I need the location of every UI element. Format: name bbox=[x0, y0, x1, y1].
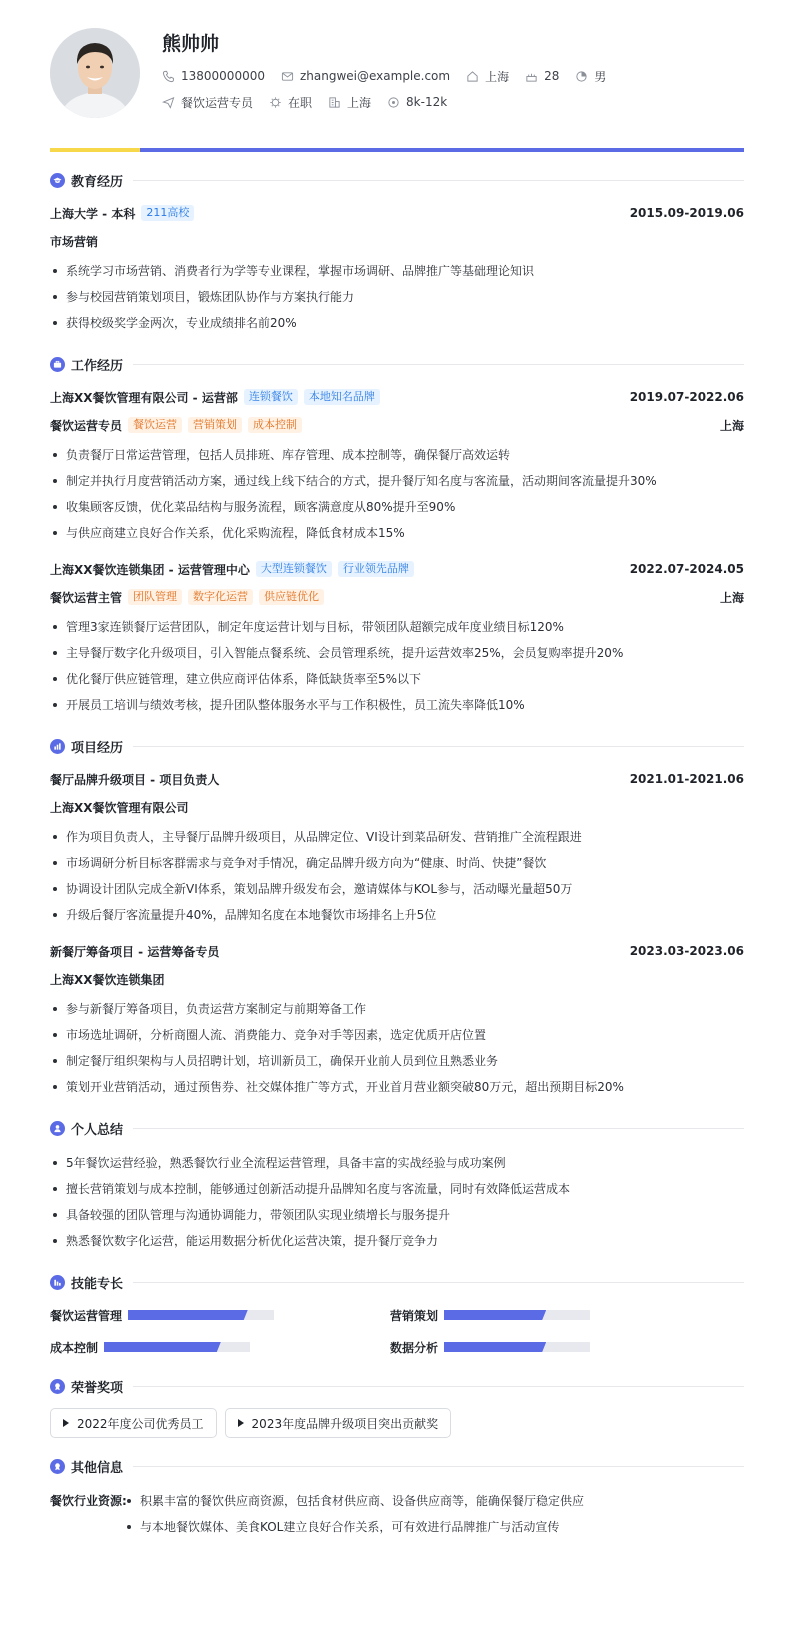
project-entry-head bbox=[50, 940, 744, 962]
section-divider bbox=[133, 1386, 744, 1387]
building-icon bbox=[328, 96, 341, 109]
education-entry-head bbox=[50, 202, 744, 224]
list-item: 5年餐饮运营经验，熟悉餐饮行业全流程运营管理，具备丰富的实战经验与成功案例 bbox=[50, 1150, 744, 1176]
header-info bbox=[162, 28, 622, 112]
project-org-row bbox=[50, 796, 744, 818]
skill-name: 营销策划 bbox=[390, 1308, 439, 1323]
project-org-row bbox=[50, 968, 744, 990]
project-org: 上海XX餐饮管理有限公司 bbox=[50, 800, 189, 815]
list-item: 作为项目负责人，主导餐厅品牌升级项目，从品牌定位、VI设计到菜品研发、营销推广全流程跟进 bbox=[50, 824, 744, 850]
role-name: 餐饮运营主管 bbox=[50, 590, 123, 605]
skill-bar-fill bbox=[128, 1310, 248, 1320]
list-item: 市场调研分析目标客群需求与竞争对手情况，确定品牌升级方向为“健康、时尚、快捷”餐饮 bbox=[50, 850, 744, 876]
skill-bar bbox=[104, 1342, 250, 1352]
skill-tag: 成本控制 bbox=[248, 417, 302, 433]
user-icon bbox=[50, 1121, 65, 1136]
skill-bar bbox=[128, 1310, 274, 1320]
skill-bar bbox=[444, 1342, 590, 1352]
work-entry-head bbox=[50, 386, 744, 408]
list-item: 与供应商建立良好合作关系，优化采购流程，降低食材成本15% bbox=[50, 520, 744, 546]
honor-item bbox=[225, 1408, 452, 1438]
skill-name: 餐饮运营管理 bbox=[50, 1308, 123, 1323]
skill-tag: 供应链优化 bbox=[259, 589, 324, 605]
project-bullets bbox=[50, 996, 744, 1100]
section-other bbox=[50, 1456, 744, 1476]
job-item bbox=[162, 94, 253, 111]
skill-item bbox=[390, 1304, 730, 1326]
skill-bar-fill bbox=[444, 1342, 546, 1352]
section-education bbox=[50, 170, 744, 190]
resume-header bbox=[50, 28, 744, 148]
phone-item bbox=[162, 69, 265, 83]
city-item bbox=[328, 94, 371, 111]
skill-bar-fill bbox=[104, 1342, 221, 1352]
list-item: 制定餐厅组织架构与人员招聘计划，培训新员工，确保开业前人员到位且熟悉业务 bbox=[50, 1048, 744, 1074]
other-row bbox=[50, 1488, 744, 1540]
avatar-portrait-icon bbox=[50, 28, 140, 118]
list-item: 参与校园营销策划项目，锻炼团队协作与方案执行能力 bbox=[50, 284, 744, 310]
skill-tag: 营销策划 bbox=[188, 417, 242, 433]
section-divider bbox=[133, 746, 744, 747]
skill-item bbox=[50, 1336, 390, 1358]
section-divider bbox=[133, 1128, 744, 1129]
list-item: 管理3家连锁餐厅运营团队，制定年度运营计划与目标，带领团队超额完成年度业绩目标120% bbox=[50, 614, 744, 640]
work-role-row bbox=[50, 414, 744, 436]
salary-item bbox=[387, 95, 447, 109]
list-item: 协调设计团队完成全新VI体系，策划品牌升级发布会，邀请媒体与KOL参与，活动曝光量超50万 bbox=[50, 876, 744, 902]
list-item: 负责餐厅日常运营管理，包括人员排班、库存管理、成本控制等，确保餐厅高效运转 bbox=[50, 442, 744, 468]
candidate-name: 熊帅帅 bbox=[162, 33, 220, 55]
mail-icon bbox=[281, 70, 294, 83]
list-item: 与本地餐饮媒体、美食KOL建立良好合作关系，可有效进行品牌推广与活动宣传 bbox=[124, 1514, 584, 1540]
list-item: 积累丰富的餐饮供应商资源，包括食材供应商、设备供应商等，能确保餐厅稳定供应 bbox=[124, 1488, 584, 1514]
summary-bullets bbox=[50, 1150, 744, 1254]
list-item: 主导餐厅数字化升级项目，引入智能点餐系统、会员管理系统，提升运营效率25%，会员复购率提升20% bbox=[50, 640, 744, 666]
project-name: 新餐厅筹备项目 - 运营筹备专员 bbox=[50, 944, 220, 959]
chart-icon bbox=[50, 739, 65, 754]
email-text: zhangwei@example.com bbox=[299, 69, 451, 83]
contact-row bbox=[162, 66, 622, 86]
skill-tag: 数字化运营 bbox=[188, 589, 253, 605]
location-item bbox=[466, 68, 509, 85]
section-title-honors: 荣誉奖项 bbox=[71, 1380, 124, 1396]
briefcase-icon bbox=[50, 357, 65, 372]
company-tag: 大型连锁餐饮 bbox=[256, 561, 332, 577]
coin-icon bbox=[387, 96, 400, 109]
list-item: 升级后餐厅客流量提升40%，品牌知名度在本地餐饮市场排名上升5位 bbox=[50, 902, 744, 928]
education-date: 2015.09-2019.06 bbox=[629, 206, 744, 220]
header-accent-bar bbox=[50, 148, 744, 152]
other-label: 餐饮行业资源: bbox=[50, 1494, 127, 1508]
school-tag: 211高校 bbox=[141, 205, 194, 221]
work-place: 上海 bbox=[719, 590, 744, 605]
phone-icon bbox=[162, 70, 175, 83]
section-divider bbox=[133, 180, 744, 181]
list-item: 优化餐厅供应链管理，建立供应商评估体系，降低缺货率至5%以下 bbox=[50, 666, 744, 692]
skills-grid bbox=[50, 1304, 744, 1358]
company-name: 上海XX餐饮连锁集团 - 运营管理中心 bbox=[50, 562, 250, 577]
info-icon bbox=[50, 1459, 65, 1474]
gear-icon bbox=[269, 96, 282, 109]
skill-bar bbox=[444, 1310, 590, 1320]
skill-tag: 餐饮运营 bbox=[128, 417, 182, 433]
list-item: 擅长营销策划与成本控制，能够通过创新活动提升品牌知名度与客流量，同时有效降低运营成本 bbox=[50, 1176, 744, 1202]
skill-tag: 团队管理 bbox=[128, 589, 182, 605]
honor-text: 2022年度公司优秀员工 bbox=[77, 1416, 204, 1431]
work-date: 2019.07-2022.06 bbox=[629, 390, 744, 404]
work-entry-head bbox=[50, 558, 744, 580]
project-date: 2023.03-2023.06 bbox=[629, 944, 744, 958]
other-info bbox=[50, 1488, 744, 1540]
salary-text: 8k-12k bbox=[406, 95, 448, 109]
section-skills bbox=[50, 1272, 744, 1292]
section-projects bbox=[50, 736, 744, 756]
send-icon bbox=[162, 96, 175, 109]
skill-name: 成本控制 bbox=[50, 1340, 99, 1355]
section-summary bbox=[50, 1118, 744, 1138]
section-title-work: 工作经历 bbox=[71, 358, 124, 374]
email-item bbox=[281, 69, 450, 83]
work-date: 2022.07-2024.05 bbox=[629, 562, 744, 576]
honor-text: 2023年度品牌升级项目突出贡献奖 bbox=[251, 1416, 439, 1431]
company-tag: 连锁餐饮 bbox=[244, 389, 298, 405]
list-item: 市场选址调研，分析商圈人流、消费能力、竞争对手等因素，选定优质开店位置 bbox=[50, 1022, 744, 1048]
medal-icon bbox=[50, 1379, 65, 1394]
work-place: 上海 bbox=[719, 418, 744, 433]
skill-name: 数据分析 bbox=[390, 1340, 439, 1355]
list-item: 参与新餐厅筹备项目，负责运营方案制定与前期筹备工作 bbox=[50, 996, 744, 1022]
section-divider bbox=[133, 1466, 744, 1467]
project-date: 2021.01-2021.06 bbox=[629, 772, 744, 786]
graduation-cap-icon bbox=[50, 173, 65, 188]
play-triangle-icon bbox=[238, 1419, 244, 1427]
gender-text: 男 bbox=[594, 69, 607, 84]
list-item: 收集顾客反馈，优化菜品结构与服务流程，顾客满意度从80%提升至90% bbox=[50, 494, 744, 520]
work-bullets bbox=[50, 614, 744, 718]
home-icon bbox=[466, 70, 479, 83]
play-triangle-icon bbox=[63, 1419, 69, 1427]
work-bullets bbox=[50, 442, 744, 546]
other-bullets bbox=[124, 1488, 584, 1540]
education-bullets bbox=[50, 258, 744, 336]
education-major-row bbox=[50, 230, 744, 252]
company-name: 上海XX餐饮管理有限公司 - 运营部 bbox=[50, 390, 238, 405]
avatar bbox=[50, 28, 140, 118]
bar-chart-icon bbox=[50, 1275, 65, 1290]
section-title-education: 教育经历 bbox=[71, 174, 124, 190]
accent-bar-blue bbox=[140, 148, 744, 152]
skill-bar-fill bbox=[444, 1310, 546, 1320]
city-text: 上海 bbox=[347, 95, 372, 110]
honor-item bbox=[50, 1408, 217, 1438]
honors-list bbox=[50, 1408, 744, 1438]
list-item: 熟悉餐饮数字化运营，能运用数据分析优化运营决策，提升餐厅竞争力 bbox=[50, 1228, 744, 1254]
role-name: 餐饮运营专员 bbox=[50, 418, 123, 433]
project-name: 餐厅品牌升级项目 - 项目负责人 bbox=[50, 772, 220, 787]
skill-item bbox=[50, 1304, 390, 1326]
list-item: 开展员工培训与绩效考核，提升团队整体服务水平与工作积极性，员工流失率降低10% bbox=[50, 692, 744, 718]
section-divider bbox=[133, 364, 744, 365]
list-item: 系统学习市场营销、消费者行为学等专业课程，掌握市场调研、品牌推广等基础理论知识 bbox=[50, 258, 744, 284]
status-text: 在职 bbox=[288, 95, 313, 110]
section-title-summary: 个人总结 bbox=[71, 1122, 124, 1138]
section-title-projects: 项目经历 bbox=[71, 740, 124, 756]
phone-text: 13800000000 bbox=[181, 69, 265, 83]
gender-icon bbox=[575, 70, 588, 83]
section-work bbox=[50, 354, 744, 374]
accent-bar-yellow bbox=[50, 148, 140, 152]
status-item bbox=[269, 94, 312, 111]
gender-item bbox=[575, 68, 606, 85]
list-item: 制定并执行月度营销活动方案，通过线上线下结合的方式，提升餐厅知名度与客流量，活动期间客流量提升30% bbox=[50, 468, 744, 494]
cake-icon bbox=[525, 70, 538, 83]
project-entry-head bbox=[50, 768, 744, 790]
list-item: 策划开业营销活动，通过预售券、社交媒体推广等方式，开业首月营业额突破80万元，超出预期目标20% bbox=[50, 1074, 744, 1100]
age-text: 28 bbox=[544, 69, 560, 83]
section-title-skills: 技能专长 bbox=[71, 1276, 124, 1292]
company-tag: 本地知名品牌 bbox=[304, 389, 380, 405]
section-honors bbox=[50, 1376, 744, 1396]
major-name: 市场营销 bbox=[50, 234, 99, 249]
section-title-other: 其他信息 bbox=[71, 1460, 124, 1476]
work-role-row bbox=[50, 586, 744, 608]
skill-item bbox=[390, 1336, 730, 1358]
project-bullets bbox=[50, 824, 744, 928]
list-item: 具备较强的团队管理与沟通协调能力，带领团队实现业绩增长与服务提升 bbox=[50, 1202, 744, 1228]
list-item: 获得校级奖学金两次，专业成绩排名前20% bbox=[50, 310, 744, 336]
section-divider bbox=[133, 1282, 744, 1283]
job-row bbox=[162, 92, 622, 112]
location-text: 上海 bbox=[485, 69, 510, 84]
company-tag: 行业领先品牌 bbox=[338, 561, 414, 577]
age-item bbox=[525, 69, 559, 83]
job-text: 餐饮运营专员 bbox=[181, 95, 254, 110]
school-name: 上海大学 - 本科 bbox=[50, 206, 136, 221]
project-org: 上海XX餐饮连锁集团 bbox=[50, 972, 165, 987]
